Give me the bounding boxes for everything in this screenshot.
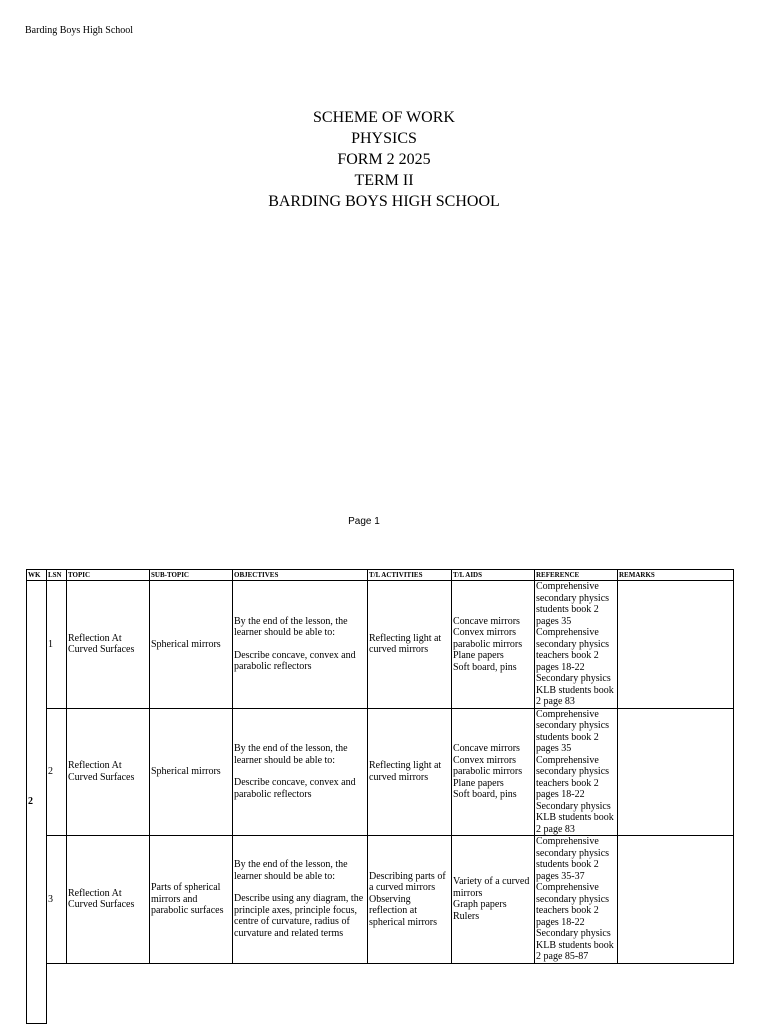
reference-item: Comprehensive secondary physics teachers book 2 pages 18-22: [536, 754, 610, 800]
objectives-detail: Describe concave, convex and parabolic reflectors: [234, 777, 356, 800]
aids-cell: [452, 581, 535, 709]
aid-item: Convex mirrors: [453, 627, 517, 638]
page-number: Page 1: [348, 516, 380, 527]
title-line-4: TERM II: [354, 172, 414, 189]
objectives-cell: [233, 581, 368, 709]
title-line-5: BARDING BOYS HIGH SCHOOL: [268, 193, 500, 210]
aid-item: Soft board, pins: [453, 789, 517, 800]
title-line-1: SCHEME OF WORK: [313, 109, 455, 126]
activities-cell: Reflecting light at curved mirrors: [368, 708, 452, 836]
reference-item: Comprehensive secondary physics students book 2 pages 35-37: [536, 836, 610, 882]
remarks-cell: [618, 708, 734, 836]
aid-item: Concave mirrors: [453, 615, 520, 627]
header-remarks: REMARKS: [618, 570, 734, 581]
subtopic-cell: Spherical mirrors: [150, 708, 233, 836]
lsn-cell: 1: [47, 581, 67, 709]
reference-cell: [535, 581, 618, 709]
activities-cell: Reflecting light at curved mirrors: [368, 581, 452, 709]
header-topic: TOPIC: [67, 570, 150, 581]
reference-item: Secondary physics KLB students book 2 page 85-87: [536, 928, 614, 962]
remarks-cell: [618, 836, 734, 964]
aids-cell: [452, 708, 535, 836]
remarks-cell: [618, 581, 734, 709]
aid-item: Rulers: [453, 910, 480, 922]
objectives-detail: Describe using any diagram, the principle axes, principle focus, centre of curvature, radius of curvature and related terms: [234, 893, 364, 939]
reference-item: Comprehensive secondary physics students book 2 pages 35: [536, 708, 610, 754]
objectives-intro: By the end of the lesson, the learner should be able to:: [234, 615, 348, 639]
topic-cell: Reflection At Curved Surfaces: [67, 836, 150, 964]
subtopic-cell: Parts of spherical mirrors and parabolic surfaces: [150, 836, 233, 964]
aids-cell: [452, 836, 535, 964]
aid-item: Concave mirrors: [453, 743, 520, 754]
document-title: [0, 107, 768, 212]
table-row: [27, 836, 734, 964]
header-reference: REFERENCE: [535, 570, 618, 581]
title-line-3: FORM 2 2025: [337, 151, 431, 168]
reference-item: Comprehensive secondary physics teachers book 2 pages 18-22: [536, 627, 610, 673]
activities-cell: Describing parts of a curved mirrors Observing reflection at spherical mirrors: [368, 836, 452, 964]
table-row-continuation: [27, 963, 734, 1024]
header-subtopic: SUB-TOPIC: [150, 570, 233, 581]
objectives-detail: Describe concave, convex and parabolic reflectors: [234, 649, 356, 673]
objectives-intro: By the end of the lesson, the learner should be able to:: [234, 859, 348, 882]
reference-item: Comprehensive secondary physics teachers book 2 pages 18-22: [536, 882, 610, 928]
scheme-table: [26, 569, 734, 1024]
header-aids: T/L AIDS: [452, 570, 535, 581]
title-line-2: PHYSICS: [351, 130, 417, 147]
objectives-intro: By the end of the lesson, the learner should be able to:: [234, 743, 348, 766]
aid-item: Graph papers: [453, 899, 507, 911]
header-wk: WK: [27, 570, 47, 581]
header-objectives: OBJECTIVES: [233, 570, 368, 581]
lsn-cell: 3: [47, 836, 67, 964]
aid-item: parabolic mirrors: [453, 638, 523, 650]
objectives-cell: [233, 708, 368, 836]
table-row: [27, 708, 734, 836]
table-header-row: [27, 570, 734, 581]
aid-item: Plane papers: [453, 650, 504, 661]
aid-item: Plane papers: [453, 777, 504, 789]
lsn-cell: 2: [47, 708, 67, 836]
reference-item: Secondary physics KLB students book 2 page 83: [536, 800, 614, 835]
aid-item: Soft board, pins: [453, 661, 517, 673]
header-school-name: Barding Boys High School: [25, 25, 134, 36]
week-cell: 2: [27, 581, 47, 1024]
topic-cell: Reflection At Curved Surfaces: [67, 708, 150, 836]
reference-cell: [535, 836, 618, 964]
reference-item: Comprehensive secondary physics students book 2 pages 35: [536, 581, 610, 627]
table-row: [27, 581, 734, 709]
aid-item: parabolic mirrors: [453, 766, 523, 777]
continuation-cell: [47, 963, 734, 1024]
reference-cell: [535, 708, 618, 836]
aid-item: Convex mirrors: [453, 754, 517, 766]
subtopic-cell: Spherical mirrors: [150, 581, 233, 709]
topic-cell: Reflection At Curved Surfaces: [67, 581, 150, 709]
header-lsn: LSN: [47, 570, 67, 581]
header-activities: T/L ACTIVITIES: [368, 570, 452, 581]
objectives-cell: [233, 836, 368, 964]
aid-item: Variety of a curved mirrors: [453, 876, 530, 899]
reference-item: Secondary physics KLB students book 2 page 83: [536, 673, 614, 707]
